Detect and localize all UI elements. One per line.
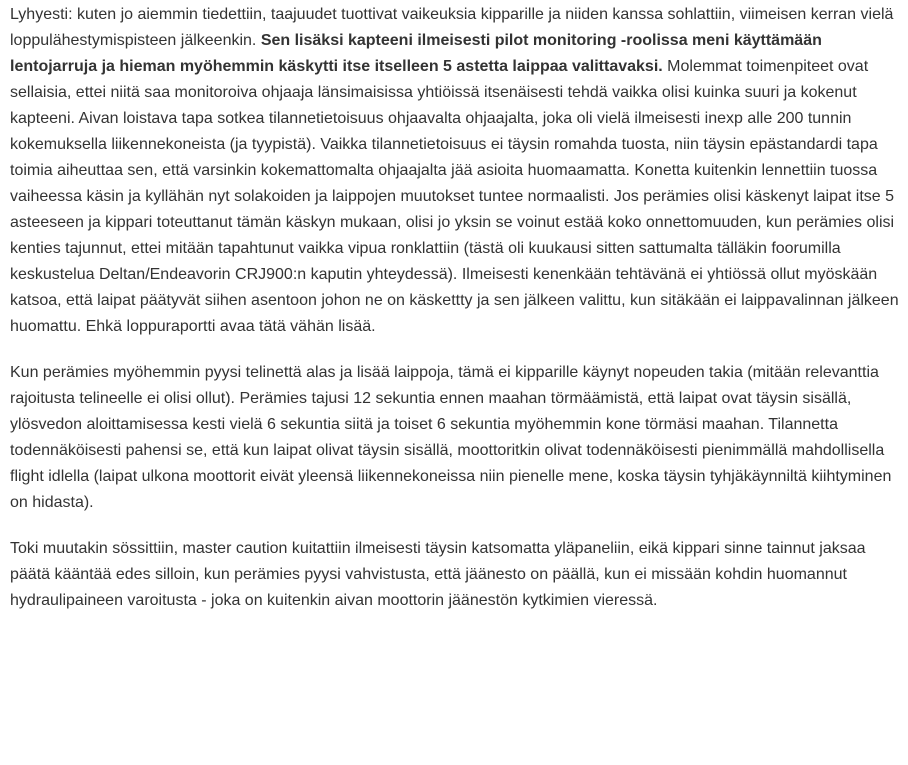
- post-paragraph-2: Kun perämies myöhemmin pyysi telinettä alas ja lisää laippoja, tämä ei kipparille käynyt nopeuden takia (mitään relevanttia rajoitusta telineelle ei olisi ollut). Perämies tajusi 12 sekuntia ennen maahan törmäämistä, että laipat ovat täysin sisällä, ylösvedon aloittamisessa kesti vielä 6 sekuntia siitä ja toiset 6 sekuntia myöhemmin kone törmäsi maahan. Tilannetta todennäköisesti pahensi se, että kun laipat olivat täysin sisällä, moottoritkin olivat todennäköisesti pienimmällä mahdollisella flight idlella (laipat ulkona moottorit eivät yleensä liikennekoneissa niin pienelle mene, koska täysin tyhjäkäynniltä kiihtyminen on hidasta).: [10, 364, 892, 511]
- paragraph-1-bold-text: Sen lisäksi kapteeni ilmeisesti pilot monitoring -roolissa meni käyttämään lentojarruja ja hieman myöhemmin käskytti itse itselleen 5 astetta laippaa valittavaksi.: [10, 32, 822, 75]
- post-paragraph-3: Toki muutakin sössittiin, master caution kuitattiin ilmeisesti täysin katsomatta yläpaneliin, eikä kippari sinne tainnut jaksaa päätä kääntää edes silloin, kun perämies pyysi vahvistusta, että jäänesto on päällä, kun ei missään kohdin huomannut hydraulipaineen varoitusta - joka on kuitenkin aivan moottorin jäänestön kytkimien vieressä.: [10, 540, 866, 609]
- paragraph-1-text-b: Molemmat toimenpiteet ovat sellaisia, ettei niitä saa monitoroiva ohjaaja länsimaisissa yhtiöissä itsenäisesti tehdä vaikka olisi kuinka suuri ja kokenut kapteeni. Aivan loistava tapa sotkea tilannetietoisuus ohjaavalta ohjaajalta, joka oli vielä ilmeisesti inexp alle 200 tunnin kokemuksella liikennekoneista (ja tyypistä). Vaikka tilannetietoisuus ei täysin romahda tuosta, niin täysin epästandardi tapa toimia aiheuttaa sen, että varsinkin kokemattomalta ohjaajalta jää asioita huomaamatta. Konetta kuitenkin lennettiin tuossa vaiheessa käsin ja kyllähän nyt solakoiden ja laippojen muutokset tuntee normaalisti. Jos perämies olisi käskenyt laipat itse 5 asteeseen ja kippari toteuttanut tämän käskyn mukaan, olisi jo yksin se voinut estää koko onnettomuuden, kun perämies olisi kenties tajunnut, ettei mitään tapahtunut vaikka vipua ronklattiin (tästä oli kuukausi sitten sattumalta tälläkin foorumilla keskustelua Deltan/Endeavorin CRJ900:n kaputin yhteydessä). Ilmeisesti kenenkään tehtävänä ei yhtiössä ollut myöskään katsoa, että laipat päätyvät siihen asentoon johon ne on käskettty ja sen jälkeen valittu, kun sitäkään ei laippavalinnan jälkeen huomattu. Ehkä loppuraportti avaa tätä vähän lisää.: [10, 58, 899, 335]
- paragraph-1-text-a: Lyhyesti: kuten jo aiemmin tiedettiin, taajuudet tuottivat vaikeuksia kipparille ja niiden kanssa sohlattiin, viimeisen kerran vielä loppulähestymispisteen jälkeenkin.: [10, 6, 894, 49]
- post-paragraph-1: [10, 2, 908, 340]
